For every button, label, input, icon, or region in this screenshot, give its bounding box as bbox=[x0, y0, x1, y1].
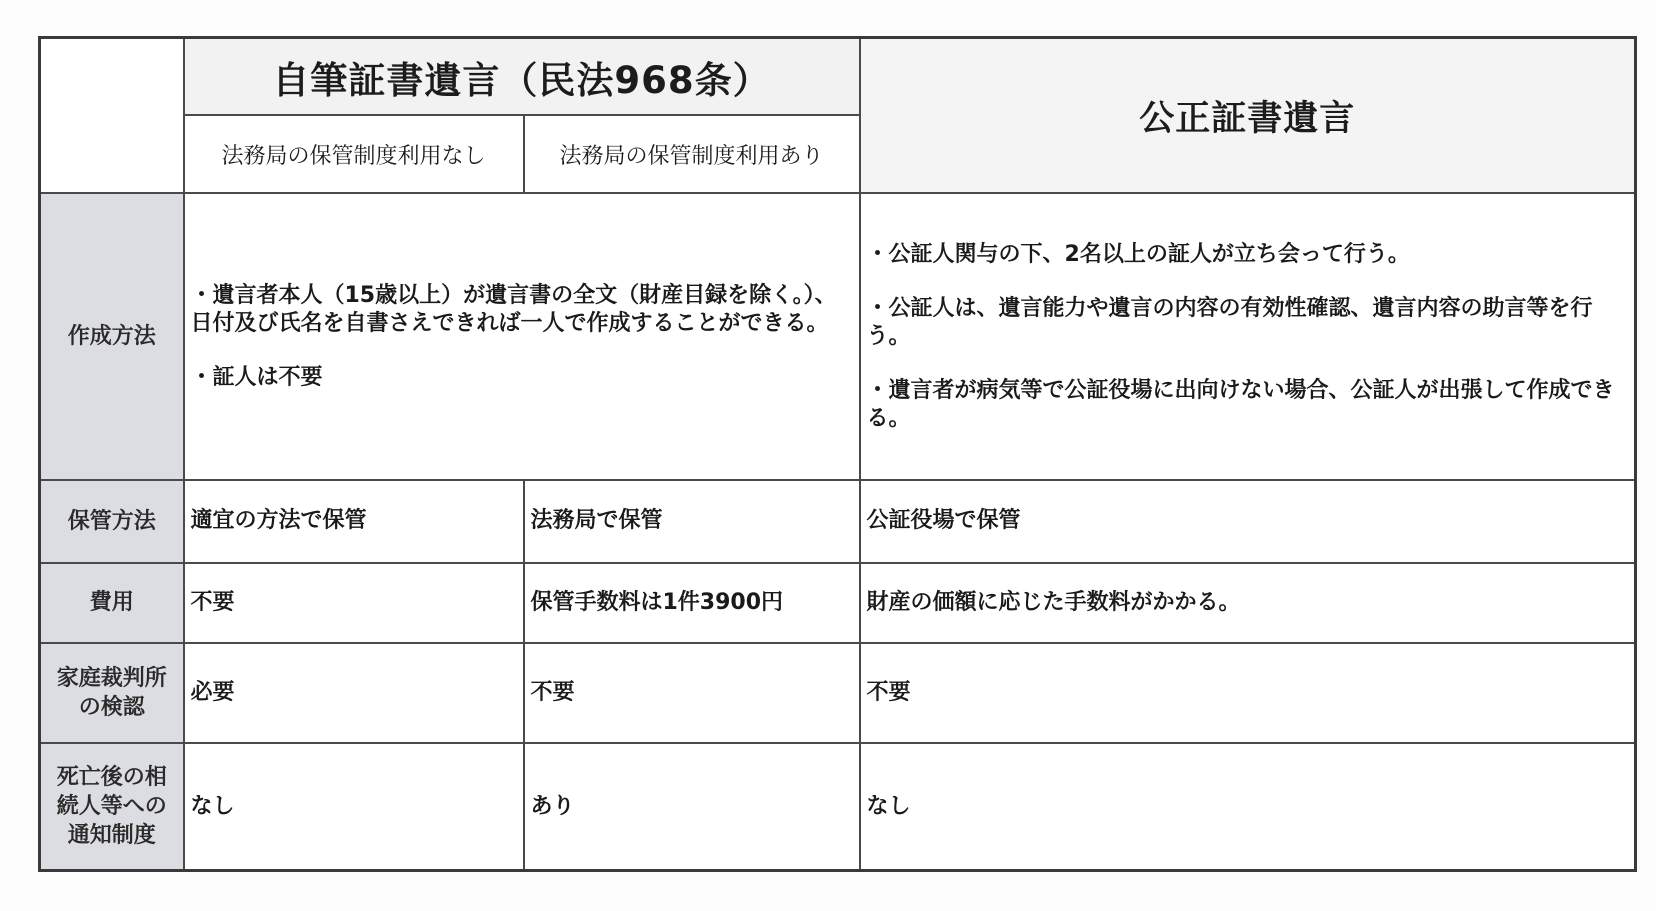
will-comparison-table bbox=[38, 36, 1637, 872]
holographic-creation-cell bbox=[184, 193, 860, 479]
notification-no-storage-cell: なし bbox=[184, 743, 524, 870]
probate-with-storage-cell: 不要 bbox=[524, 643, 860, 743]
header-row-main bbox=[40, 38, 1636, 116]
row-label-notification-line3: 通知制度 bbox=[67, 823, 156, 849]
row-label-storage: 保管方法 bbox=[40, 480, 184, 563]
no-storage-subheading: 法務局の保管制度利用なし bbox=[184, 115, 524, 193]
notarial-creation-text-2: ・公証人は、遺言能力や遺言の内容の有効性確認、遺言内容の助言等を行う。 bbox=[866, 295, 1593, 349]
probate-no-storage-cell: 必要 bbox=[184, 643, 524, 743]
with-storage-subheading: 法務局の保管制度利用あり bbox=[524, 115, 860, 193]
notification-with-storage-cell: あり bbox=[524, 743, 860, 870]
notarial-creation-text-3: ・遺言者が病気等で公証役場に出向けない場合、公証人が出張して作成できる。 bbox=[866, 377, 1615, 431]
cost-with-storage-cell: 保管手数料は1件3900円 bbox=[524, 563, 860, 643]
row-label-cost: 費用 bbox=[40, 563, 184, 643]
row-label-notification-line1: 死亡後の相 bbox=[56, 765, 167, 791]
holographic-creation-text-1: ・遺言者本人（15歳以上）が遺言書の全文（財産目録を除く。）、日付及び氏名を自書さえできれば一人で作成することができる。 bbox=[190, 282, 837, 336]
notarial-creation-text-1: ・公証人関与の下、2名以上の証人が立ち会って行う。 bbox=[866, 241, 1410, 267]
notarial-creation-cell bbox=[860, 193, 1636, 479]
row-probate bbox=[40, 643, 1636, 743]
corner-cell bbox=[40, 38, 184, 194]
row-label-probate bbox=[40, 643, 184, 743]
holographic-creation-text-2: ・証人は不要 bbox=[190, 364, 323, 390]
notarial-will-heading: 公正証書遺言 bbox=[860, 38, 1636, 194]
row-label-creation: 作成方法 bbox=[40, 193, 184, 479]
row-label-notification-line2: 続人等への bbox=[56, 794, 167, 820]
probate-notarial-cell: 不要 bbox=[860, 643, 1636, 743]
row-cost bbox=[40, 563, 1636, 643]
row-creation-method bbox=[40, 193, 1636, 479]
storage-no-storage-cell: 適宜の方法で保管 bbox=[184, 480, 524, 563]
row-label-probate-line2: の検認 bbox=[78, 695, 145, 721]
storage-with-storage-cell: 法務局で保管 bbox=[524, 480, 860, 563]
row-label-notification bbox=[40, 743, 184, 870]
cost-notarial-cell: 財産の価額に応じた手数料がかかる。 bbox=[860, 563, 1636, 643]
row-notification bbox=[40, 743, 1636, 870]
storage-notarial-cell: 公証役場で保管 bbox=[860, 480, 1636, 563]
row-label-probate-line1: 家庭裁判所 bbox=[56, 666, 167, 692]
cost-no-storage-cell: 不要 bbox=[184, 563, 524, 643]
holographic-will-heading: 自筆証書遺言（民法968条） bbox=[184, 38, 860, 116]
row-storage-method bbox=[40, 480, 1636, 563]
notification-notarial-cell: なし bbox=[860, 743, 1636, 870]
